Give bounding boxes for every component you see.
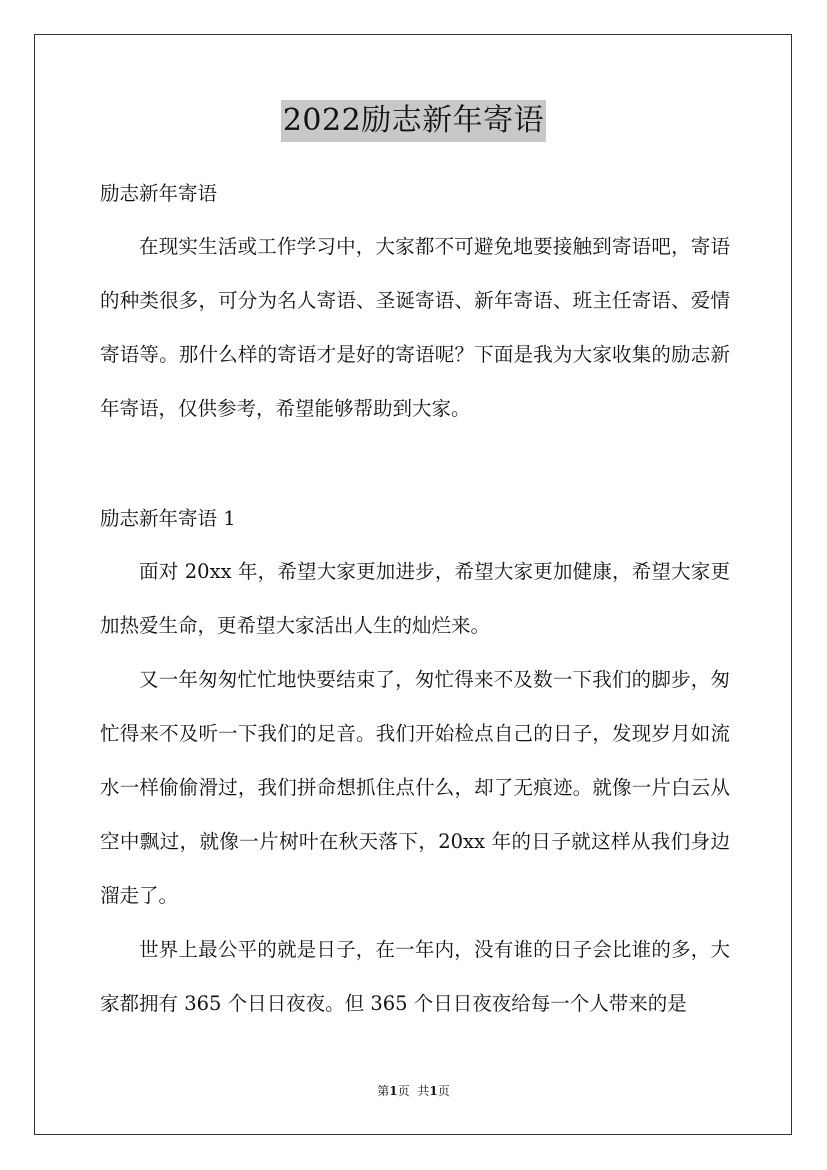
intro-paragraph: 在现实生活或工作学习中，大家都不可避免地要接触到寄语吧，寄语的种类很多，可分为名人寄语、圣诞寄语、新年寄语、班主任寄语、爱情寄语等。那什么样的寄语才是好的寄语呢？下面是我为大家收集的励志新年寄语，仅供参考，希望能够帮助到大家。	[100, 235, 730, 420]
body-paragraph: 又一年匆匆忙忙地快要结束了，匆忙得来不及数一下我们的脚步，匆忙得来不及听一下我们的足音。我们开始检点自己的日子，发现岁月如流水一样偷偷滑过，我们拼命想抓住点什么，却了无痕迹。就像一片白云从空中飘过，就像一片树叶在秋天落下，20xx 年的日子就这样从我们身边溜走了。	[100, 668, 730, 907]
page-total-number: 1	[429, 1084, 438, 1098]
section-heading-intro: 励志新年寄语	[100, 182, 218, 205]
total-label-suffix: 页	[437, 1084, 450, 1098]
section-heading-1: 励志新年寄语 1	[100, 507, 236, 530]
page-current-number: 1	[389, 1084, 398, 1098]
total-label-prefix: 共	[417, 1084, 430, 1098]
body-paragraph: 世界上最公平的就是日子，在一年内，没有谁的日子会比谁的多，大家都拥有 365 个日日夜夜。但 365 个日日夜夜给每一个人带来的是	[100, 938, 730, 1015]
page-label-mid: 页	[397, 1084, 410, 1098]
title-container	[0, 100, 827, 142]
document-title: 2022励志新年寄语	[281, 100, 546, 142]
body-paragraph: 面对 20xx 年，希望大家更加进步，希望大家更加健康，希望大家更加热爱生命，更希望大家活出人生的灿烂来。	[100, 560, 730, 637]
page-footer	[0, 1083, 827, 1099]
page-label-prefix: 第	[377, 1084, 390, 1098]
